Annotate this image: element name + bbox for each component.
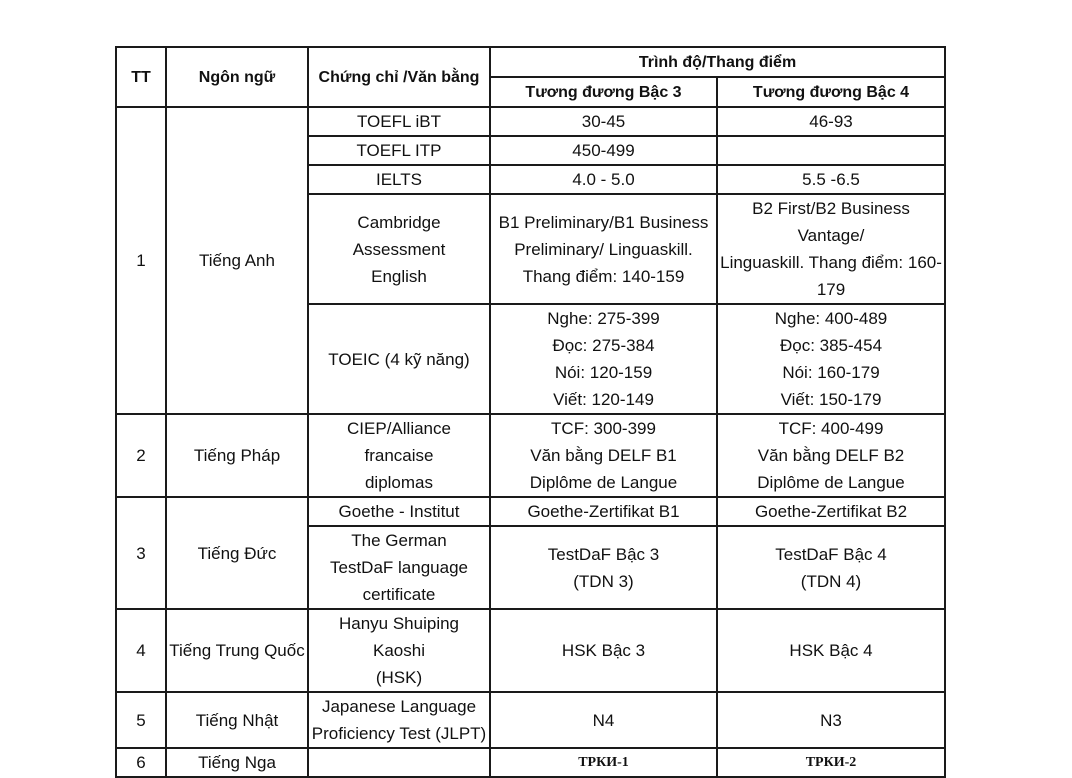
certificate-cell: Goethe - Institut [308,497,490,526]
row-tt: 5 [116,692,166,748]
level4-cell: Goethe-Zertifikat B2 [717,497,945,526]
row-tt: 1 [116,107,166,414]
header-tt: TT [116,47,166,107]
certificate-cell [308,748,490,777]
row-tt: 3 [116,497,166,609]
header-level-group: Trình độ/Thang điểm [490,47,945,77]
table-row [116,497,945,526]
level4-cell: ТРКИ-2 [717,748,945,777]
certificate-cell: Hanyu Shuiping Kaoshi (HSK) [308,609,490,692]
level4-cell: TCF: 400-499 Văn bằng DELF B2 Diplôme de Langue [717,414,945,497]
header-level4: Tương đương Bậc 4 [717,77,945,107]
header-level3: Tương đương Bậc 3 [490,77,717,107]
level4-cell: HSK Bậc 4 [717,609,945,692]
table-row [116,107,945,136]
header-certificate: Chứng chỉ /Văn bằng [308,47,490,107]
certificate-cell: TOEIC (4 kỹ năng) [308,304,490,414]
row-language: Tiếng Nhật [166,692,308,748]
level3-cell: TCF: 300-399 Văn bằng DELF B1 Diplôme de Langue [490,414,717,497]
level4-cell: N3 [717,692,945,748]
certificate-equivalence-table [115,46,946,778]
level3-cell: 30-45 [490,107,717,136]
level3-cell: Nghe: 275-399 Đọc: 275-384 Nói: 120-159 Viết: 120-149 [490,304,717,414]
header-language: Ngôn ngữ [166,47,308,107]
level3-cell: N4 [490,692,717,748]
level4-cell: TestDaF Bậc 4 (TDN 4) [717,526,945,609]
table-row [116,609,945,692]
level3-cell: B1 Preliminary/B1 Business Preliminary/ Linguaskill. Thang điểm: 140-159 [490,194,717,304]
certificate-cell: TOEFL iBT [308,107,490,136]
header-row-top [116,47,945,77]
level4-cell: 5.5 -6.5 [717,165,945,194]
table-row [116,692,945,748]
level3-cell: 450-499 [490,136,717,165]
level4-cell [717,136,945,165]
level4-cell: 46-93 [717,107,945,136]
certificate-cell: Cambridge Assessment English [308,194,490,304]
row-language: Tiếng Nga [166,748,308,777]
row-tt: 2 [116,414,166,497]
row-language: Tiếng Trung Quốc [166,609,308,692]
certificate-cell: Japanese Language Proficiency Test (JLPT) [308,692,490,748]
row-tt: 4 [116,609,166,692]
level4-cell: Nghe: 400-489 Đọc: 385-454 Nói: 160-179 Viết: 150-179 [717,304,945,414]
table-row [116,748,945,777]
row-language: Tiếng Đức [166,497,308,609]
row-language: Tiếng Anh [166,107,308,414]
table-row [116,414,945,497]
level3-cell: Goethe-Zertifikat B1 [490,497,717,526]
certificate-cell: TOEFL ITP [308,136,490,165]
certificate-cell: CIEP/Alliance francaise diplomas [308,414,490,497]
level4-cell: B2 First/B2 Business Vantage/ Linguaskill. Thang điểm: 160- 179 [717,194,945,304]
level3-cell: TestDaF Bậc 3 (TDN 3) [490,526,717,609]
level3-cell: HSK Bậc 3 [490,609,717,692]
certificate-cell: IELTS [308,165,490,194]
level3-cell: 4.0 - 5.0 [490,165,717,194]
row-language: Tiếng Pháp [166,414,308,497]
row-tt: 6 [116,748,166,777]
certificate-cell: The German TestDaF language certificate [308,526,490,609]
level3-cell: ТРКИ-1 [490,748,717,777]
